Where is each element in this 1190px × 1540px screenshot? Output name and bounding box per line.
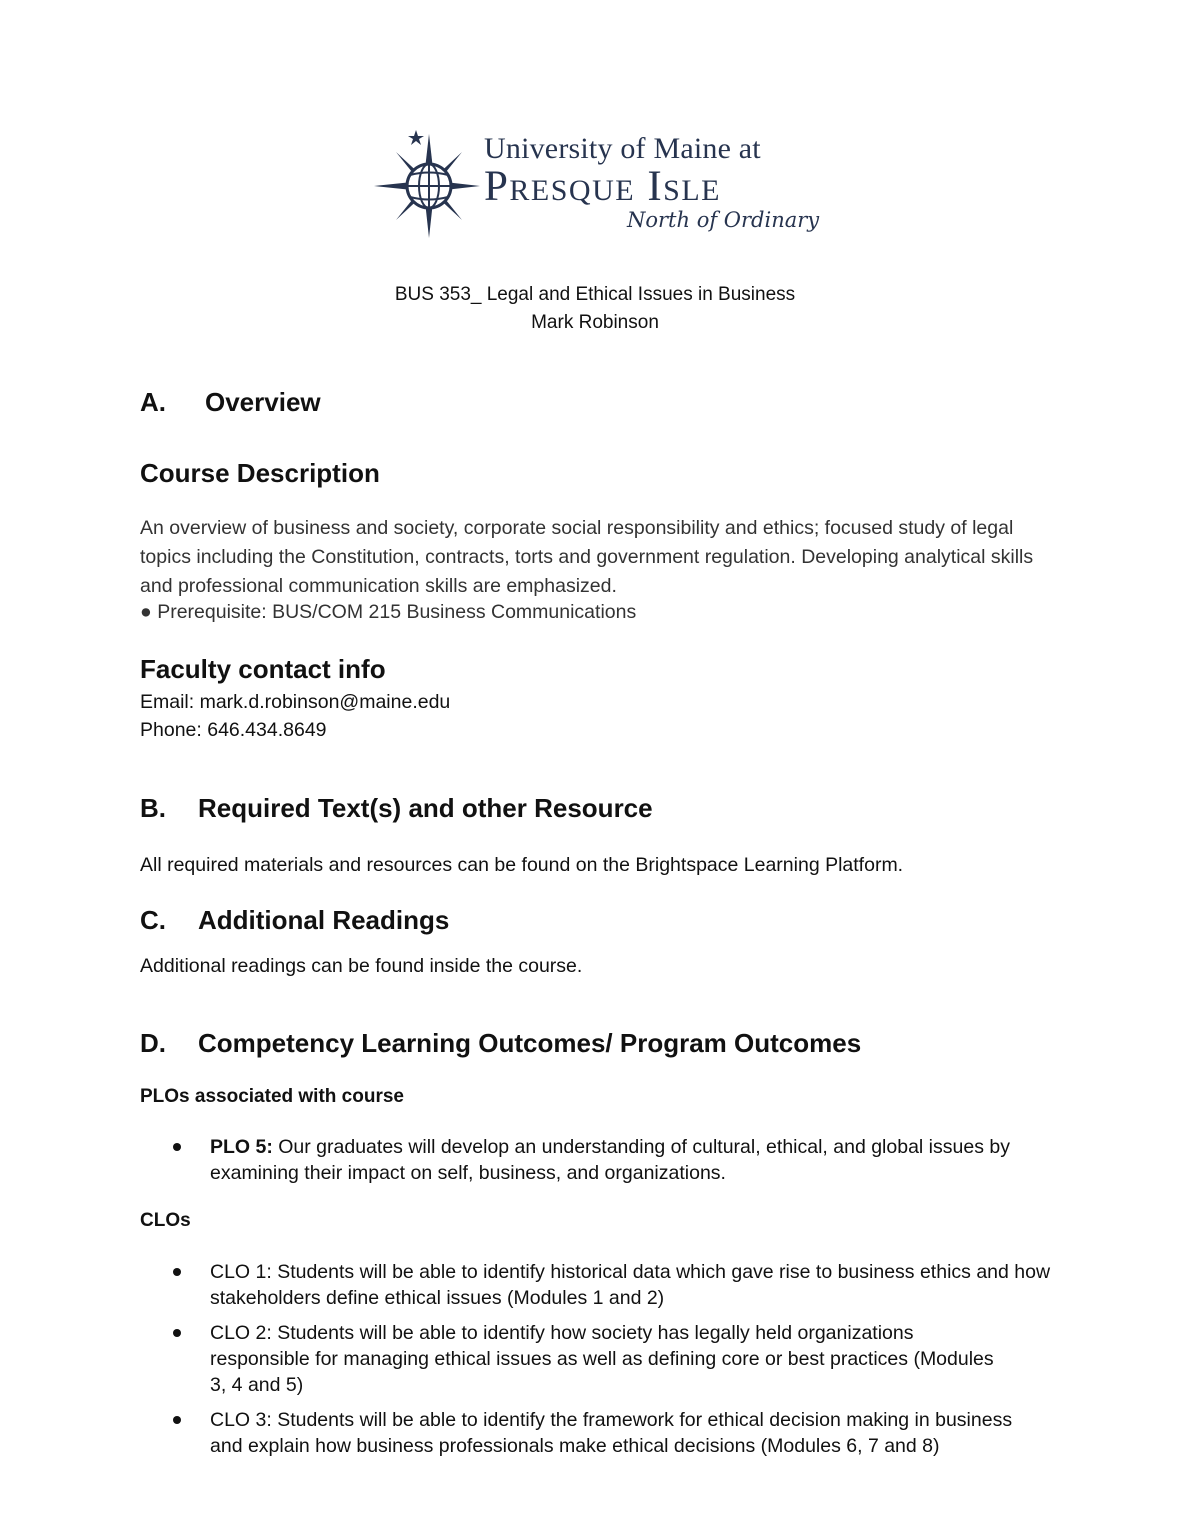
compass-star-icon xyxy=(372,128,482,244)
section-a-letter: A. xyxy=(140,387,166,417)
section-c-heading xyxy=(140,904,449,936)
logo-university-text: University of Maine at xyxy=(484,132,761,165)
prerequisite-item: ● Prerequisite: BUS/COM 215 Business Communications xyxy=(140,601,637,623)
faculty-phone: Phone: 646.434.8649 xyxy=(140,719,327,741)
course-description-heading: Course Description xyxy=(140,458,380,488)
instructor-name: Mark Robinson xyxy=(531,312,659,333)
faculty-email: Email: mark.d.robinson@maine.edu xyxy=(140,691,451,713)
section-a-title: Overview xyxy=(205,387,321,417)
faculty-contact-heading: Faculty contact info xyxy=(140,654,386,684)
section-d-letter: D. xyxy=(140,1028,166,1058)
clo-item: CLO 1: Students will be able to identify historical data which gave rise to business ethics and how stakeholders define ethical issues (Modules 1 and 2) xyxy=(210,1261,1051,1309)
section-b-text: All required materials and resources can be found on the Brightspace Learning Platform. xyxy=(140,854,904,876)
logo-campus-text: Presque Isle xyxy=(484,163,721,210)
section-c-letter: C. xyxy=(140,905,166,935)
clo-bullet xyxy=(173,1416,181,1424)
clo-bullet xyxy=(173,1268,181,1276)
section-a-heading xyxy=(140,386,321,418)
plo-heading: PLOs associated with course xyxy=(140,1086,404,1107)
plo-item xyxy=(210,1134,1100,1186)
course-title: BUS 353_ Legal and Ethical Issues in Business xyxy=(394,284,796,305)
clo-item: CLO 3: Students will be able to identify the framework for ethical decision making in business and explain how business professionals make ethical decisions (Modules 6, 7 and 8) xyxy=(210,1409,1013,1457)
section-b-letter: B. xyxy=(140,793,166,823)
university-logo xyxy=(372,128,822,244)
section-b-heading xyxy=(140,792,653,824)
section-b-title: Required Text(s) and other Resource xyxy=(198,793,653,823)
section-c-text: Additional readings can be found inside the course. xyxy=(140,955,583,977)
clo-bullet xyxy=(173,1329,181,1337)
logo-tagline: North of Ordinary xyxy=(627,208,820,232)
plo-text: Our graduates will develop an understanding of cultural, ethical, and global issues by examining their impact on self, business, and organizations. xyxy=(210,1136,1010,1184)
section-d-heading xyxy=(140,1027,861,1059)
plo-label: PLO 5: xyxy=(210,1136,273,1158)
plo-bullet xyxy=(173,1143,181,1151)
course-description-text: An overview of business and society, corporate social responsibility and ethics; focused study of legal topics including the Constitution, contracts, torts and government regulation. Developing analytical skills and professional communication skills are emphasized. xyxy=(140,517,1034,597)
clo-item: CLO 2: Students will be able to identify how society has legally held organizations responsible for managing ethical issues as well as defining core or best practices (Modules 3, 4 and 5) xyxy=(210,1322,994,1396)
section-c-title: Additional Readings xyxy=(198,905,450,935)
section-d-title: Competency Learning Outcomes/ Program Outcomes xyxy=(198,1028,862,1058)
clo-heading: CLOs xyxy=(140,1210,191,1231)
